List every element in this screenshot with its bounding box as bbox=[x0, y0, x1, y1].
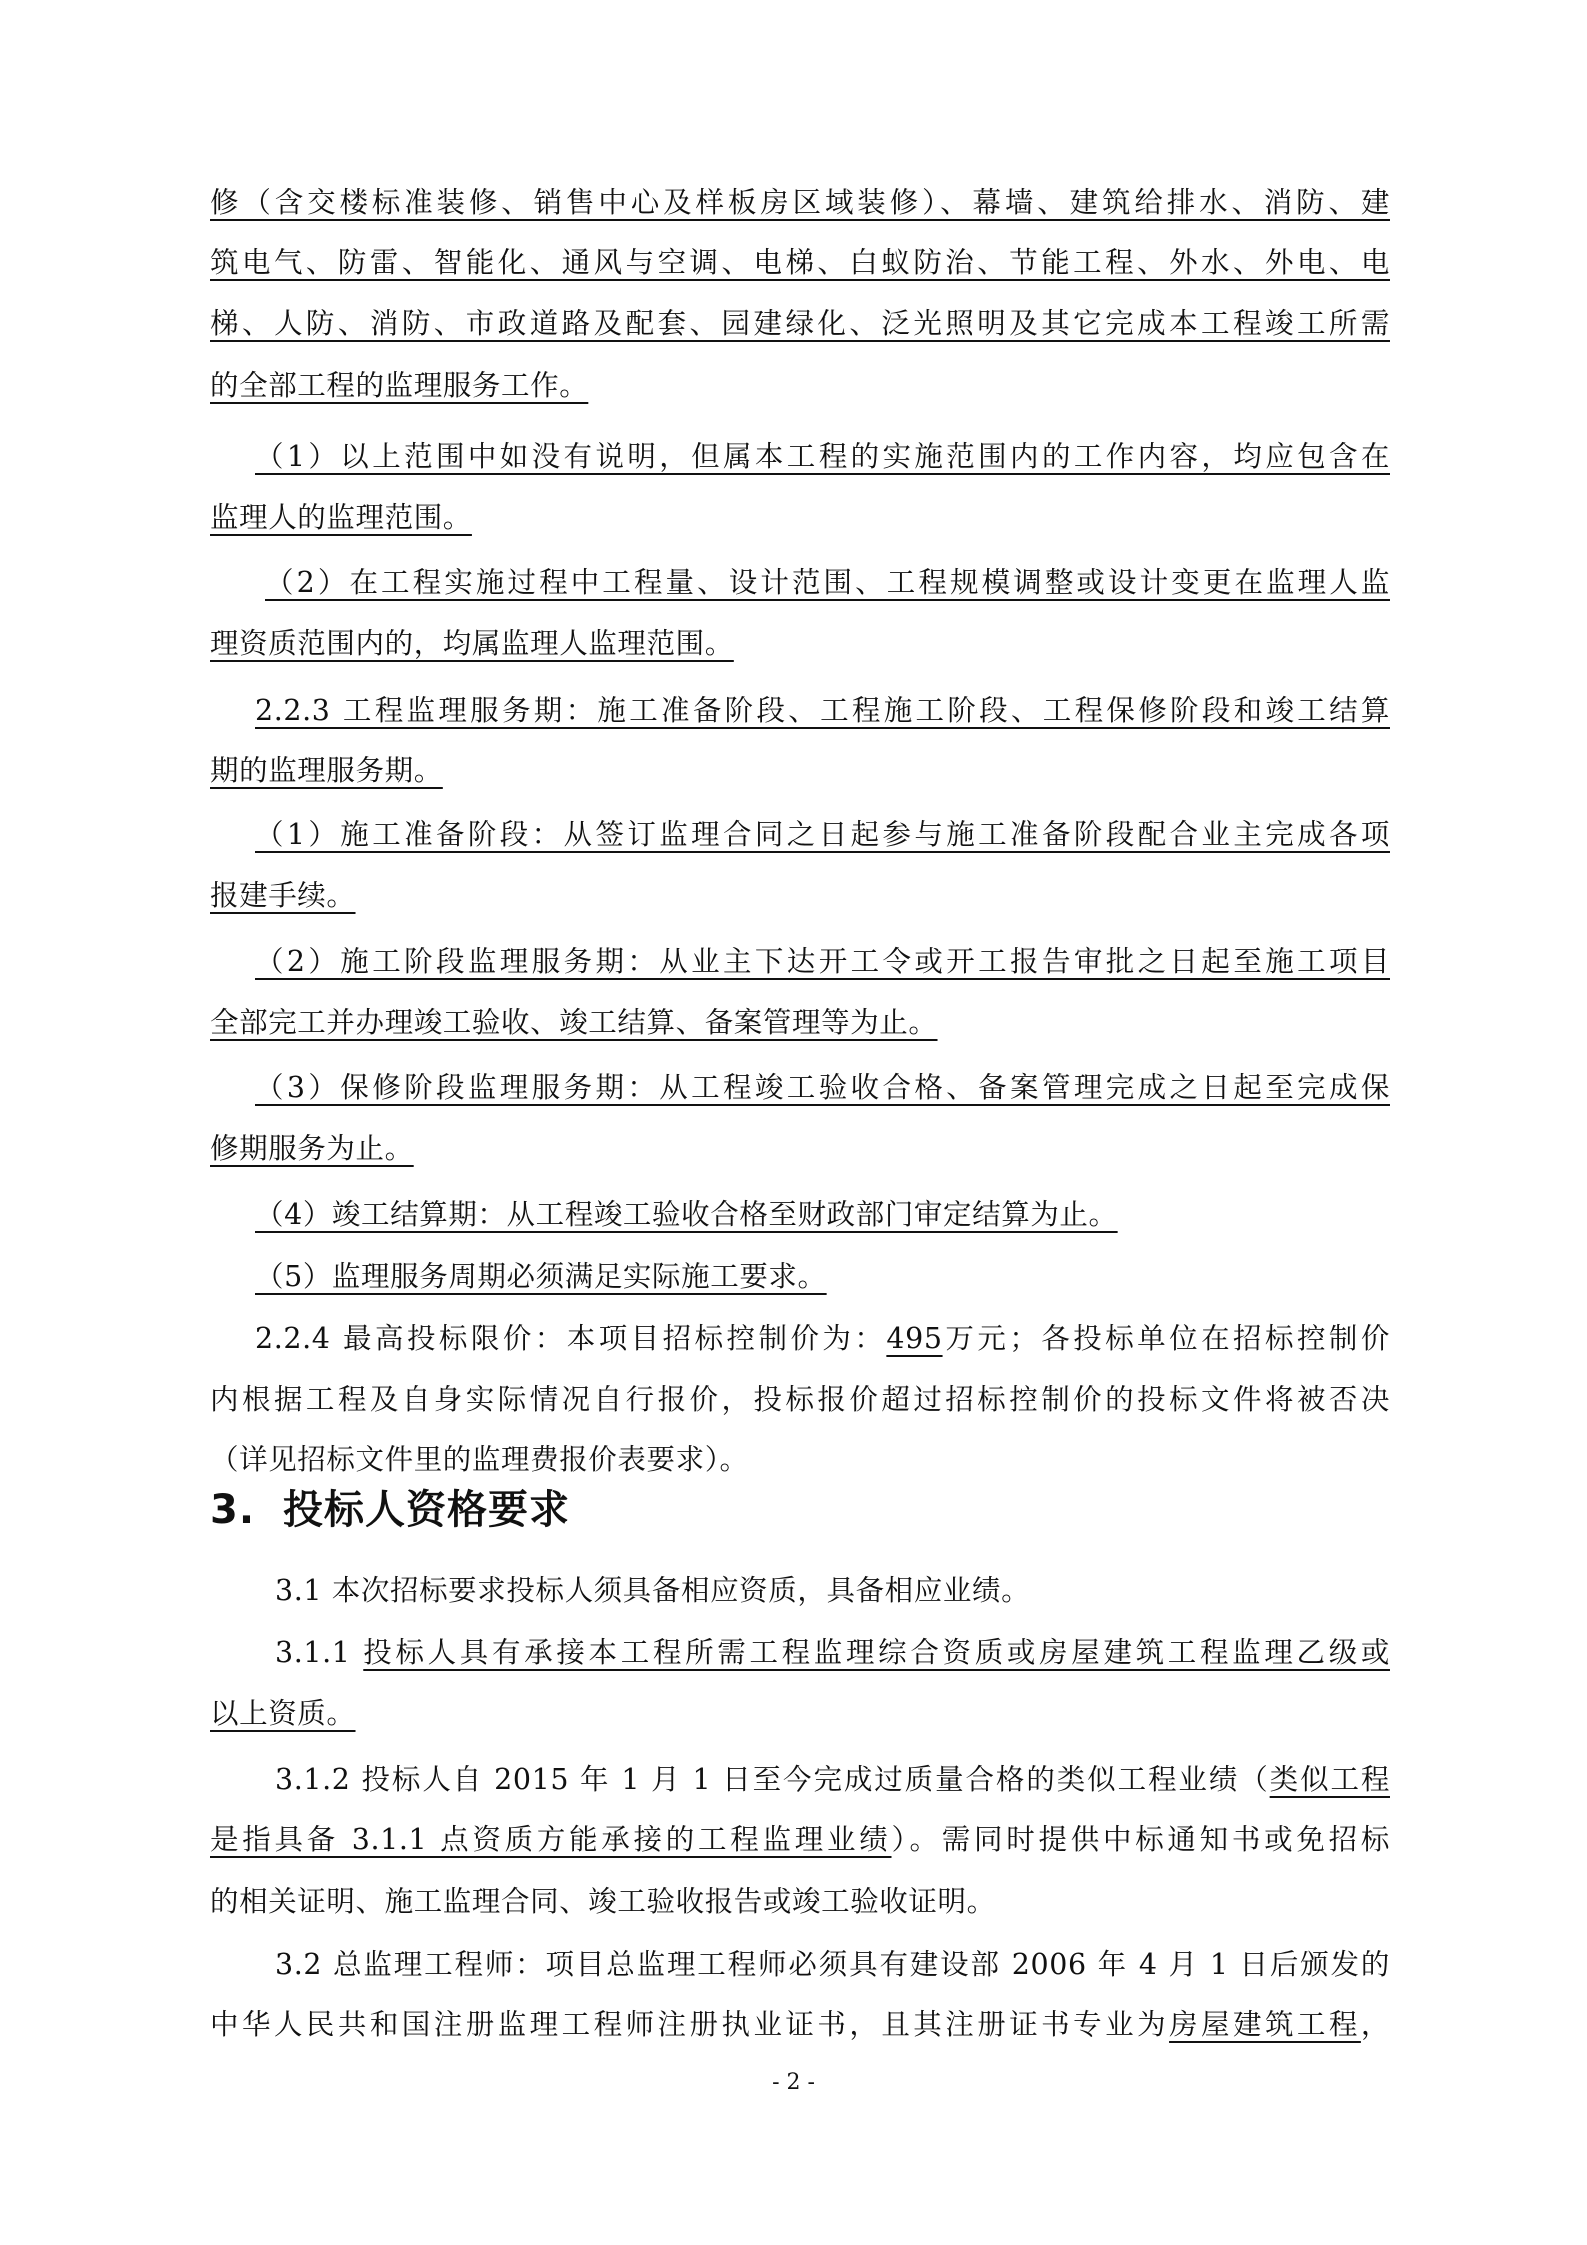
body-text: 3.1 本次招标要求投标人须具备相应资质，具备相应业绩。 bbox=[275, 1574, 1031, 1607]
body-text: ， bbox=[1360, 2008, 1390, 2041]
underlined-text: 全部完工并办理竣工验收、竣工结算、备案管理等为止。 bbox=[210, 1006, 938, 1039]
underlined-text: （2）施工阶段监理服务期：从业主下达开工令或开工报告审批之日起至施工项目 bbox=[255, 945, 1390, 978]
underlined-text: （3）保修阶段监理服务期：从工程竣工验收合格、备案管理完成之日起至完成保 bbox=[255, 1071, 1390, 1104]
underlined-text: 类似工程 bbox=[1269, 1763, 1390, 1796]
paragraph-line bbox=[275, 1633, 1390, 1673]
paragraph-line bbox=[210, 304, 1390, 344]
paragraph-line bbox=[210, 498, 1390, 538]
paragraph-line bbox=[210, 876, 1390, 916]
underlined-text: （1）以上范围中如没有说明，但属本工程的实施范围内的工作内容，均应包含在 bbox=[255, 440, 1390, 473]
underlined-text: （1）施工准备阶段：从签订监理合同之日起参与施工准备阶段配合业主完成各项 bbox=[255, 818, 1390, 851]
underlined-text: 监理人的监理范围。 bbox=[210, 501, 472, 534]
page-number: - 2 - bbox=[772, 2070, 815, 2095]
underlined-text: 2.2.3 工程监理服务期：施工准备阶段、工程施工阶段、工程保修阶段和竣工结算 bbox=[255, 694, 1390, 727]
underlined-text: 的全部工程的监理服务工作。 bbox=[210, 369, 589, 402]
section-title: 投标人资格要求 bbox=[283, 1487, 571, 1533]
underlined-text: 期的监理服务期。 bbox=[210, 754, 443, 787]
paragraph-line bbox=[255, 1319, 1390, 1359]
paragraph-line bbox=[210, 243, 1390, 283]
paragraph-line bbox=[275, 1945, 1390, 1985]
body-text: 万元；各投标单位在招标控制价 bbox=[942, 1322, 1390, 1355]
paragraph-line bbox=[275, 1571, 1390, 1611]
underlined-text: 修（含交楼标准装修、销售中心及样板房区域装修）、幕墙、建筑给排水、消防、建 bbox=[210, 186, 1390, 219]
underlined-text: 投标人具有承接本工程所需工程监理综合资质或房屋建筑工程监理乙级或 bbox=[363, 1636, 1390, 1669]
body-text: 中华人民共和国注册监理工程师注册执业证书，且其注册证书专业为 bbox=[210, 2008, 1170, 2041]
paragraph-line bbox=[210, 1694, 1390, 1734]
paragraph-line bbox=[210, 183, 1390, 223]
paragraph-line bbox=[210, 366, 1390, 406]
body-text: 3.1.1 bbox=[275, 1636, 364, 1669]
paragraph-line bbox=[255, 942, 1390, 982]
body-text: ）。需同时提供中标通知书或免招标 bbox=[891, 1823, 1390, 1856]
underlined-text: 筑电气、防雷、智能化、通风与空调、电梯、白蚁防治、节能工程、外水、外电、电 bbox=[210, 246, 1390, 279]
underlined-text: （4）竣工结算期：从工程竣工验收合格至财政部门审定结算为止。 bbox=[255, 1198, 1118, 1231]
paragraph-line bbox=[210, 1129, 1390, 1169]
underlined-text: 报建手续。 bbox=[210, 879, 356, 912]
body-text: 3.2 总监理工程师：项目总监理工程师必须具有建设部 2006 年 4 月 1 日后颁发的 bbox=[275, 1948, 1390, 1981]
paragraph-line bbox=[210, 751, 1390, 791]
body-text: 3.1.2 投标人自 2015 年 1 月 1 日至今完成过质量合格的类似工程业绩（ bbox=[275, 1763, 1270, 1796]
paragraph-line bbox=[255, 1257, 1390, 1297]
paragraph-line bbox=[210, 1820, 1390, 1860]
underlined-text: 梯、人防、消防、市政道路及配套、园建绿化、泛光照明及其它完成本工程竣工所需 bbox=[210, 307, 1390, 340]
section-heading bbox=[210, 1482, 570, 1538]
paragraph-line bbox=[210, 624, 1390, 664]
body-text: 的相关证明、施工监理合同、竣工验收报告或竣工验收证明。 bbox=[210, 1885, 996, 1918]
underlined-text: 理资质范围内的，均属监理人监理范围。 bbox=[210, 627, 734, 660]
paragraph-line bbox=[210, 1003, 1390, 1043]
paragraph-line bbox=[275, 1760, 1390, 1800]
body-text: 内根据工程及自身实际情况自行报价，投标报价超过招标控制价的投标文件将被否决 bbox=[210, 1383, 1390, 1416]
paragraph-line bbox=[255, 1195, 1390, 1235]
underlined-text: 修期服务为止。 bbox=[210, 1132, 414, 1165]
underlined-text: （2）在工程实施过程中工程量、设计范围、工程规模调整或设计变更在监理人监 bbox=[265, 566, 1390, 599]
paragraph-line bbox=[265, 563, 1390, 603]
underlined-text: 以上资质。 bbox=[210, 1697, 356, 1730]
paragraph-line bbox=[255, 691, 1390, 731]
underlined-text: （5）监理服务周期必须满足实际施工要求。 bbox=[255, 1260, 827, 1293]
paragraph-line bbox=[210, 2005, 1390, 2045]
paragraph-line bbox=[255, 437, 1390, 477]
underlined-text: 房屋建筑工程 bbox=[1169, 2008, 1361, 2041]
paragraph-line bbox=[210, 1380, 1390, 1420]
underlined-text: 是指具备 3.1.1 点资质方能承接的工程监理业绩 bbox=[210, 1823, 892, 1856]
paragraph-line bbox=[255, 1068, 1390, 1108]
paragraph-line bbox=[210, 1882, 1390, 1922]
bid-price-value: 495 bbox=[886, 1322, 943, 1355]
section-number: 3. bbox=[210, 1487, 256, 1533]
body-text: 2.2.4 最高投标限价：本项目招标控制价为： bbox=[255, 1322, 887, 1355]
body-text: （详见招标文件里的监理费报价表要求）。 bbox=[210, 1443, 749, 1476]
paragraph-line bbox=[210, 1440, 1390, 1480]
paragraph-line bbox=[255, 815, 1390, 855]
